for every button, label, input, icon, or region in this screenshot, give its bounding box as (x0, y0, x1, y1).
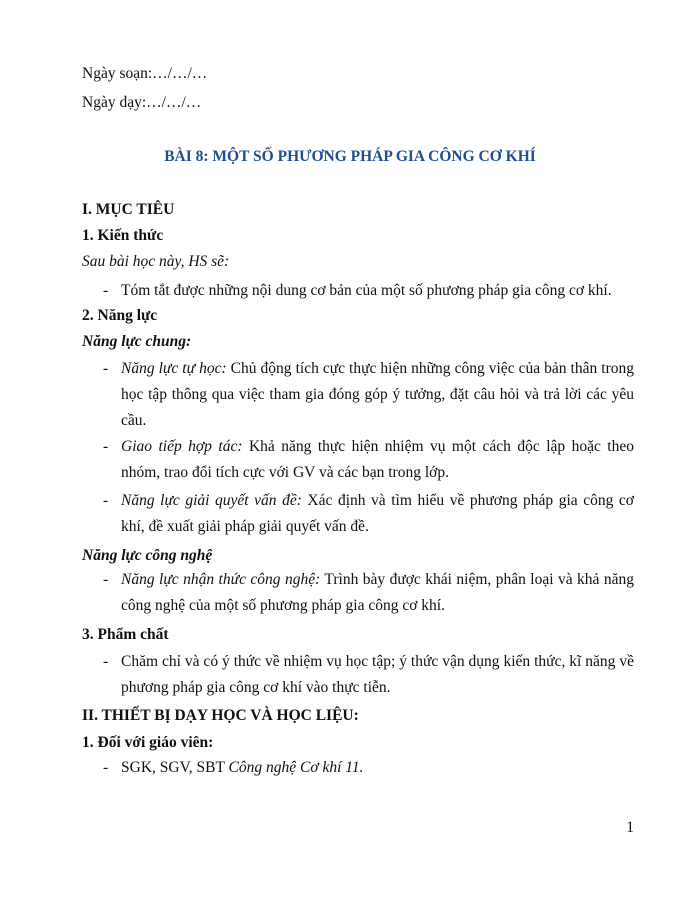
item-body: Khả năng thực hiện nhiệm vụ một cách độc lập hoặc theo nhóm, trao đổi tích cực với GV và các bạn trong lớp. (121, 438, 634, 481)
teacher-heading: 1. Đối với giáo viên: (82, 734, 214, 751)
item-body: Chủ động tích cực thực hiện những công việc của bản thân trong học tập thông qua việc tham gia đóng góp ý tưởng, đặt câu hỏi và trả lời các yêu cầu. (121, 360, 635, 429)
knowledge-intro: Sau bài học này, HS sẽ: (82, 253, 230, 270)
section-equipment-heading: II. THIẾT BỊ DẠY HỌC VÀ HỌC LIỆU: (82, 707, 359, 724)
bullet-dash: - (103, 759, 109, 776)
qualities-heading: 3. Phẩm chất (82, 626, 169, 643)
bullet-dash: - (103, 653, 109, 670)
general-competence-heading: Năng lực chung: (82, 333, 192, 350)
teach-date: Ngày dạy:…/…/… (82, 94, 202, 111)
book-title: Công nghệ Cơ khí 11. (228, 759, 364, 776)
item-label: Năng lực nhận thức công nghệ: (121, 571, 321, 588)
list-item-text: Chăm chỉ và có ý thức về nhiệm vụ học tập; ý thức vận dụng kiến thức, kĩ năng về phương pháp gia công cơ khí vào thực tiễn. (121, 653, 634, 696)
list-item-text (121, 755, 634, 781)
item-body: SGK, SGV, SBT (121, 759, 229, 776)
bullet-dash: - (103, 360, 109, 377)
list-item-text (121, 434, 634, 486)
list-item-text (121, 488, 634, 540)
bullet-dash: - (103, 438, 109, 455)
bullet-dash: - (103, 492, 109, 509)
tech-competence-heading: Năng lực công nghệ (82, 547, 213, 564)
section-objectives-heading: I. MỤC TIÊU (82, 201, 175, 218)
item-label: Năng lực giải quyết vấn đề: (121, 492, 302, 509)
bullet-dash: - (103, 282, 109, 299)
prep-date: Ngày soạn:…/…/… (82, 65, 208, 82)
list-item-text (121, 356, 634, 434)
list-item-text: Tóm tắt được những nội dung cơ bản của một số phương pháp gia công cơ khí. (121, 282, 612, 299)
item-body: Xác định và tìm hiểu về phương pháp gia công cơ khí, đề xuất giải pháp giải quyết vấn đề. (121, 492, 635, 535)
knowledge-heading: 1. Kiến thức (82, 227, 164, 244)
lesson-title: BÀI 8: MỘT SỐ PHƯƠNG PHÁP GIA CÔNG CƠ KHÍ (164, 148, 536, 165)
competence-heading: 2. Năng lực (82, 307, 158, 324)
bullet-dash: - (103, 571, 109, 588)
page-number: 1 (626, 819, 634, 836)
item-body: Trình bày được khái niệm, phân loại và khả năng công nghệ của một số phương pháp gia công cơ khí. (121, 571, 634, 614)
list-item-text (121, 567, 634, 619)
item-label: Giao tiếp hợp tác: (121, 438, 243, 455)
item-label: Năng lực tự học: (121, 360, 227, 377)
